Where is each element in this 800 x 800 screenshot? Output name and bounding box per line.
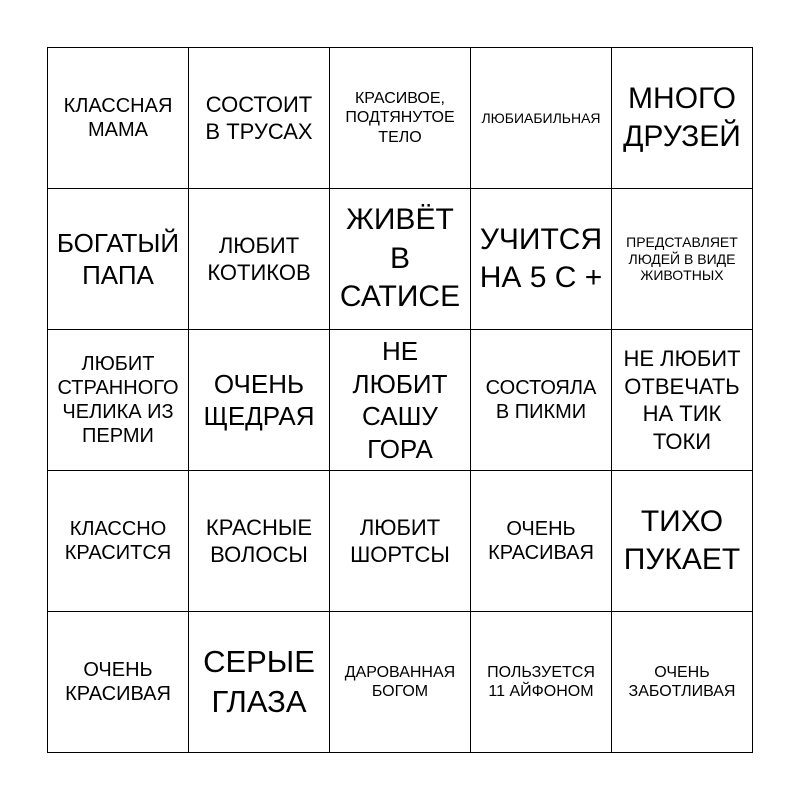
cell-text: УЧИТСЯ НА 5 С + — [479, 222, 603, 294]
bingo-cell[interactable] — [471, 471, 612, 612]
bingo-cell[interactable] — [189, 48, 330, 189]
bingo-cell[interactable] — [189, 330, 330, 471]
cell-text: ДАРОВАННАЯ БОГОМ — [344, 663, 456, 700]
cell-text: НЕ ЛЮБИТ ОТВЕЧАТЬ НА ТИК ТОКИ — [623, 346, 741, 454]
bingo-cell[interactable] — [189, 189, 330, 330]
cell-text: СЕРЫЕ ГЛАЗА — [203, 643, 315, 719]
bingo-cell[interactable] — [330, 330, 471, 471]
cell-text: ЛЮБИТ ШОРТСЫ — [350, 514, 450, 567]
cell-text: ТИХО ПУКАЕТ — [623, 504, 741, 576]
cell-text: КРАСНЫЕ ВОЛОСЫ — [205, 514, 313, 567]
bingo-cell[interactable] — [471, 330, 612, 471]
bingo-cell[interactable] — [330, 612, 471, 753]
cell-text: БОГАТЫЙ ПАПА — [56, 227, 180, 290]
bingo-cell[interactable] — [48, 48, 189, 189]
bingo-cell[interactable] — [48, 330, 189, 471]
bingo-cell[interactable] — [612, 189, 753, 330]
bingo-cell[interactable] — [48, 189, 189, 330]
bingo-cell[interactable] — [330, 189, 471, 330]
cell-text: КРАСИВОЕ, ПОДТЯНУТОЕ ТЕЛО — [345, 90, 455, 146]
bingo-cell[interactable] — [471, 48, 612, 189]
bingo-cell[interactable] — [330, 471, 471, 612]
cell-text: ЛЮБИТ СТРАННОГО ЧЕЛИКА ИЗ ПЕРМИ — [57, 353, 179, 447]
bingo-cell[interactable] — [189, 612, 330, 753]
cell-text: ЖИВЁТ В САТИСЕ — [339, 203, 461, 314]
bingo-cell[interactable] — [48, 471, 189, 612]
cell-text: КЛАССНАЯ МАМА — [63, 95, 173, 141]
cell-text: ОЧЕНЬ ЗАБОТЛИВАЯ — [628, 663, 736, 700]
cell-text: ЛЮБИАБИЛЬНАЯ — [481, 109, 601, 126]
cell-text: ОЧЕНЬ КРАСИВАЯ — [488, 518, 594, 564]
cell-text: ЛЮБИТ КОТИКОВ — [207, 232, 311, 285]
cell-text: ОЧЕНЬ ЩЕДРАЯ — [203, 368, 315, 431]
bingo-board — [47, 47, 753, 753]
bingo-cell[interactable] — [471, 612, 612, 753]
bingo-cell[interactable] — [471, 189, 612, 330]
bingo-cell[interactable] — [189, 471, 330, 612]
bingo-cell[interactable] — [612, 471, 753, 612]
cell-text: МНОГО ДРУЗЕЙ — [623, 81, 741, 153]
cell-text: ОЧЕНЬ КРАСИВАЯ — [65, 659, 171, 705]
bingo-cell[interactable] — [612, 612, 753, 753]
bingo-cell[interactable] — [612, 48, 753, 189]
cell-text: НЕ ЛЮБИТ САШУ ГОРА — [352, 336, 448, 464]
cell-text: СОСТОИТ В ТРУСАХ — [205, 91, 313, 144]
bingo-cell[interactable] — [48, 612, 189, 753]
bingo-cell[interactable] — [330, 48, 471, 189]
bingo-cell[interactable] — [612, 330, 753, 471]
cell-text: КЛАССНО КРАСИТСЯ — [64, 518, 172, 564]
cell-text: ПОЛЬЗУЕТСЯ 11 АЙФОНОМ — [487, 663, 595, 700]
cell-text: СОСТОЯЛА В ПИКМИ — [485, 377, 597, 423]
cell-text: ПРЕДСТАВЛЯЕТ ЛЮДЕЙ В ВИДЕ ЖИВОТНЫХ — [626, 233, 738, 284]
